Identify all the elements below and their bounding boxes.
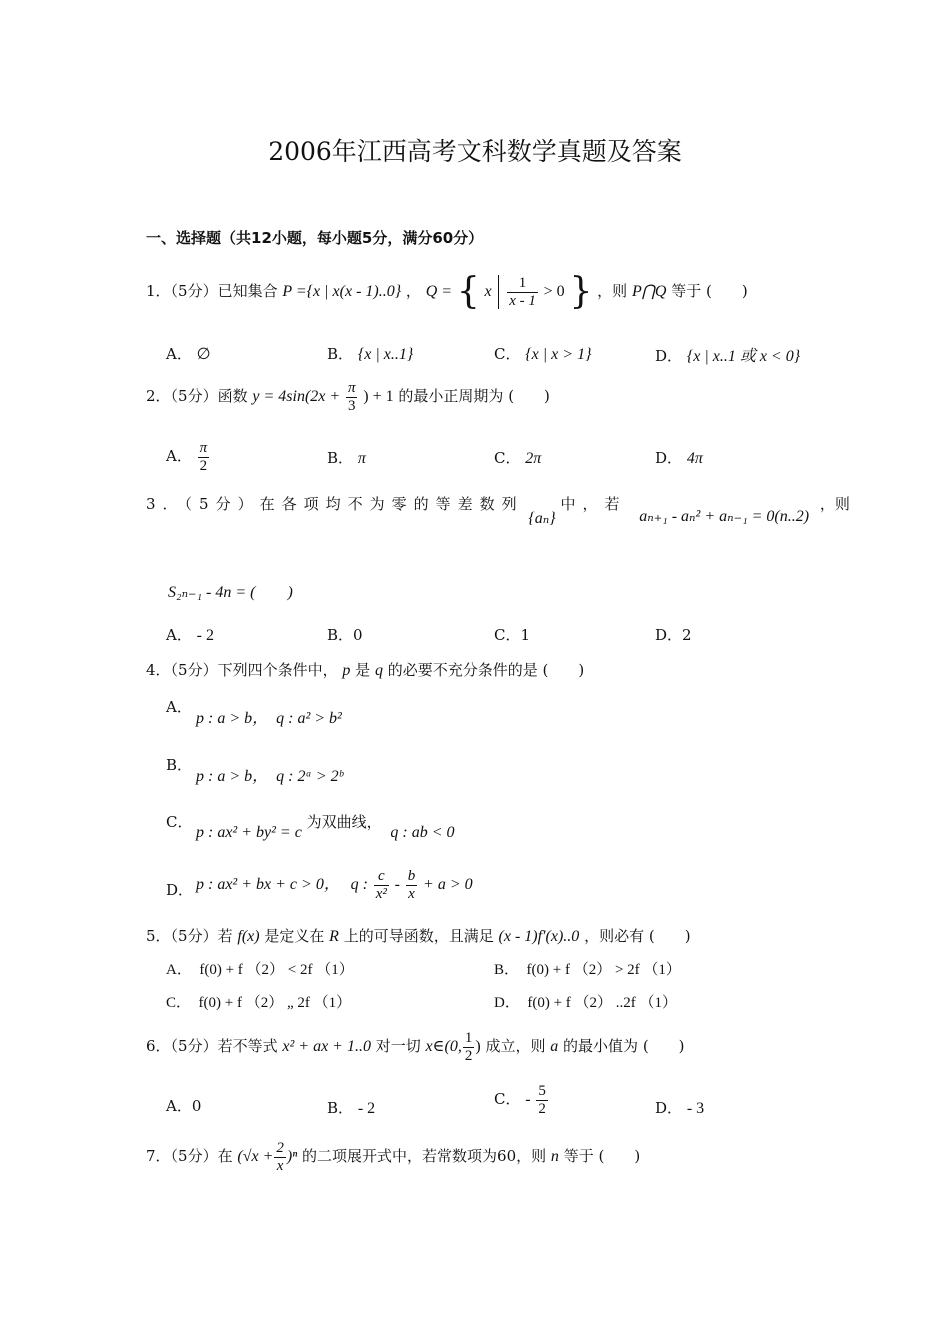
q4-d-f2-num: b [407,868,416,884]
q7-text: 的二项展开式中，若常数项为60，则 [302,1147,547,1165]
q3-sequence: {aₙ} [528,510,556,527]
q1-d-value: {x | x..1 或 x < 0} [686,348,801,365]
q4-number: 4．（5分）下列四个条件中， [146,661,338,679]
q6-inequality: x² + ax + 1..0 [282,1038,371,1055]
q4-d-tail: + a > 0 [423,876,473,893]
q6-text-2: 成立，则 [485,1037,546,1055]
q4-c-text: 为双曲线， [306,813,382,831]
q6-c-sign: - [525,1091,531,1108]
q1-set-p: P ={x | x(x - 1)..0} [282,283,402,300]
q6-c-num: 5 [538,1083,546,1099]
q5-fx: f(x) [237,928,260,945]
q1-option-d [655,343,800,366]
q4-c-label: C． [166,813,193,831]
q5-answer-blank: ( ) [648,927,691,945]
q3-option-d: D．2 [655,626,692,644]
q1-c-label: C． [494,345,521,363]
q2-fraction [346,380,358,414]
q1-right-brace: } [569,271,593,312]
q4-c-q: q : ab < 0 [390,824,455,841]
q4-b-label: B． [166,756,193,774]
q7-frac-den: x [276,1157,284,1174]
q7-fraction [274,1140,286,1174]
q6-c-fraction [536,1083,548,1117]
q3-a-value: - 2 [196,627,214,644]
q5-option-a: A． f(0) + f （2） < 2f （1） [166,962,354,978]
section-heading: 一、选择题（共12小题，每小题5分，满分60分） [146,229,484,247]
q1-option-a [166,343,211,364]
q2-b-value: π [357,450,366,467]
question-4 [146,659,584,680]
q4-a-expr: p : a > b， q : a² > b² [196,710,342,727]
page-title: 2006年江西高考文科数学真题及答案 [268,137,682,166]
q1-then: ，则 [597,282,628,300]
q1-c-value: {x | x > 1} [525,346,592,363]
q6-d-label: D． [655,1099,683,1117]
q1-ineq: > 0 [543,283,565,300]
q1-a-label: A． [166,345,192,363]
q6-c-label: C． [494,1090,521,1108]
q1-fraction [507,275,538,309]
q4-answer-blank: ( ) [542,661,585,679]
q2-expr-start: y = 4sin(2x + [252,388,341,405]
q1-number: 1．（5分）已知集合 [146,282,278,300]
q2-a-num: π [199,440,208,456]
q7-frac-num: 2 [276,1140,284,1156]
q3-condition: aₙ₊₁ - aₙ² + aₙ₋₁ = 0(n..2) [639,508,810,525]
q6-b-label: B． [327,1099,354,1117]
q5-text-3: ，则必有 [584,927,645,945]
q6-frac-num: 1 [464,1030,473,1046]
q6-frac-den: 2 [464,1047,473,1064]
q4-d-f1-num: c [374,868,389,886]
q2-answer-blank: ( ) [508,387,550,405]
q2-a-label: A． [166,447,192,465]
question-6 [146,1030,685,1064]
q1-comma: ， [405,282,421,300]
q1-var-x: x [484,283,492,300]
q6-option-c [494,1083,549,1117]
q1-b-value: {x | x..1} [357,346,414,363]
question-3 [146,493,850,527]
q6-number: 6．（5分）若不等式 [146,1037,278,1055]
q4-d-f1-den: x² [375,885,387,902]
q1-option-c [494,343,591,364]
q3-option-b: B．0 [327,626,363,644]
q3-a-label: A． [166,626,192,644]
q7-expr-start: (√x + [237,1148,274,1165]
q7-expr-end: )ⁿ [286,1148,298,1165]
q2-expr-end: ) + 1 [363,388,394,405]
q6-c-den: 2 [538,1100,546,1117]
q7-answer-blank: ( ) [598,1147,641,1165]
q1-bar [498,275,499,309]
q5-option-b: B． f(0) + f （2） > 2f （1） [494,962,681,978]
q4-is: 是 [355,661,371,679]
q7-var-n: n [550,1148,559,1165]
q2-c-value: 2π [525,450,542,467]
q4-b-expr: p : a > b， q : 2ᵃ > 2ᵇ [196,768,343,785]
q1-frac-num: 1 [507,275,538,293]
question-5 [146,925,691,946]
q6-option-b [327,1097,375,1118]
q6-text-3: 的最小值为 [563,1037,639,1055]
q2-d-label: D． [655,449,683,467]
q2-c-label: C． [494,449,521,467]
question-1 [146,271,748,312]
q1-a-value: ∅ [196,346,211,363]
q2-option-a [166,440,210,474]
q3-option-a [166,624,214,645]
q4-d-minus: - [394,876,400,893]
q5-condition: (x - 1)f′(x)..0 [498,928,580,945]
q4-d-expr: p : ax² + bx + c > 0， [196,876,340,893]
q3-option-c: C．1 [494,626,531,644]
q6-answer-blank: ( ) [642,1037,685,1055]
q2-frac-num: π [347,380,356,396]
q6-option-a: A．0 [166,1097,202,1115]
q1-equals-text: 等于 [671,282,702,300]
q3-then: ，则 [819,495,850,513]
q2-a-den: 2 [199,457,208,474]
q6-d-value: - 3 [686,1100,705,1117]
q4-d-frac-2 [406,868,418,902]
q2-option-c [494,447,541,468]
q6-text-1: 对一切 [375,1037,421,1055]
q2-b-label: B． [327,449,354,467]
question-2 [146,380,550,414]
q5-text-1: 是定义在 [264,927,325,945]
q4-a-label: A． [166,698,192,716]
q6-range-end: ) [475,1038,481,1055]
question-7 [146,1140,640,1174]
q6-b-value: - 2 [357,1100,376,1117]
q1-d-label: D． [655,347,683,365]
q3-expression-line: S₂ₙ₋₁ - 4n = ( ) [168,584,293,601]
q4-text: 的必要不充分条件的是 [387,661,538,679]
q6-option-d [655,1097,704,1118]
q6-fraction [463,1030,475,1064]
q3-text: 中，若 [560,495,627,513]
q7-text-2: 等于 [563,1147,594,1165]
q2-frac-den: 3 [347,397,356,414]
q4-d-label: D． [166,881,194,899]
q1-frac-den: x - 1 [509,292,536,309]
q2-option-b [327,447,366,468]
q7-number: 7．（5分）在 [146,1147,233,1165]
q4-d-f2-den: x [408,885,415,902]
q1-option-b [327,343,413,364]
q5-option-d: D． f(0) + f （2） ..2f （1） [494,995,678,1011]
q3-number: 3．（5分）在各项均不为零的等差数列 [146,495,524,513]
q1-intersection: P⋂Q [631,283,667,300]
q4-c-line [196,811,455,841]
q6-var-a: a [550,1038,559,1055]
q2-d-value: 4π [686,450,703,467]
q2-number: 2．（5分）函数 [146,387,248,405]
q4-d-frac-1 [374,868,389,902]
q5-R: R [329,928,339,945]
q4-c-expr: p : ax² + by² = c [196,824,302,841]
q4-q: q [374,662,383,679]
q2-text: 的最小正周期为 [398,387,504,405]
q5-text-2: 上的可导函数，且满足 [343,927,494,945]
q4-d-line [196,868,473,902]
q5-option-c: C． f(0) + f （2） „ 2f （1） [166,995,352,1011]
q4-d-q-label: q : [350,876,368,893]
q2-option-d [655,447,703,468]
q4-p: p [342,662,351,679]
q1-b-label: B． [327,345,354,363]
q1-set-q-label: Q = [425,283,453,300]
q6-range-start: x∈(0, [425,1038,462,1055]
q1-left-brace: { [456,271,480,312]
q5-number: 5．（5分）若 [146,927,233,945]
q1-answer-blank: ( ) [705,282,748,300]
q2-a-fraction [198,440,210,474]
